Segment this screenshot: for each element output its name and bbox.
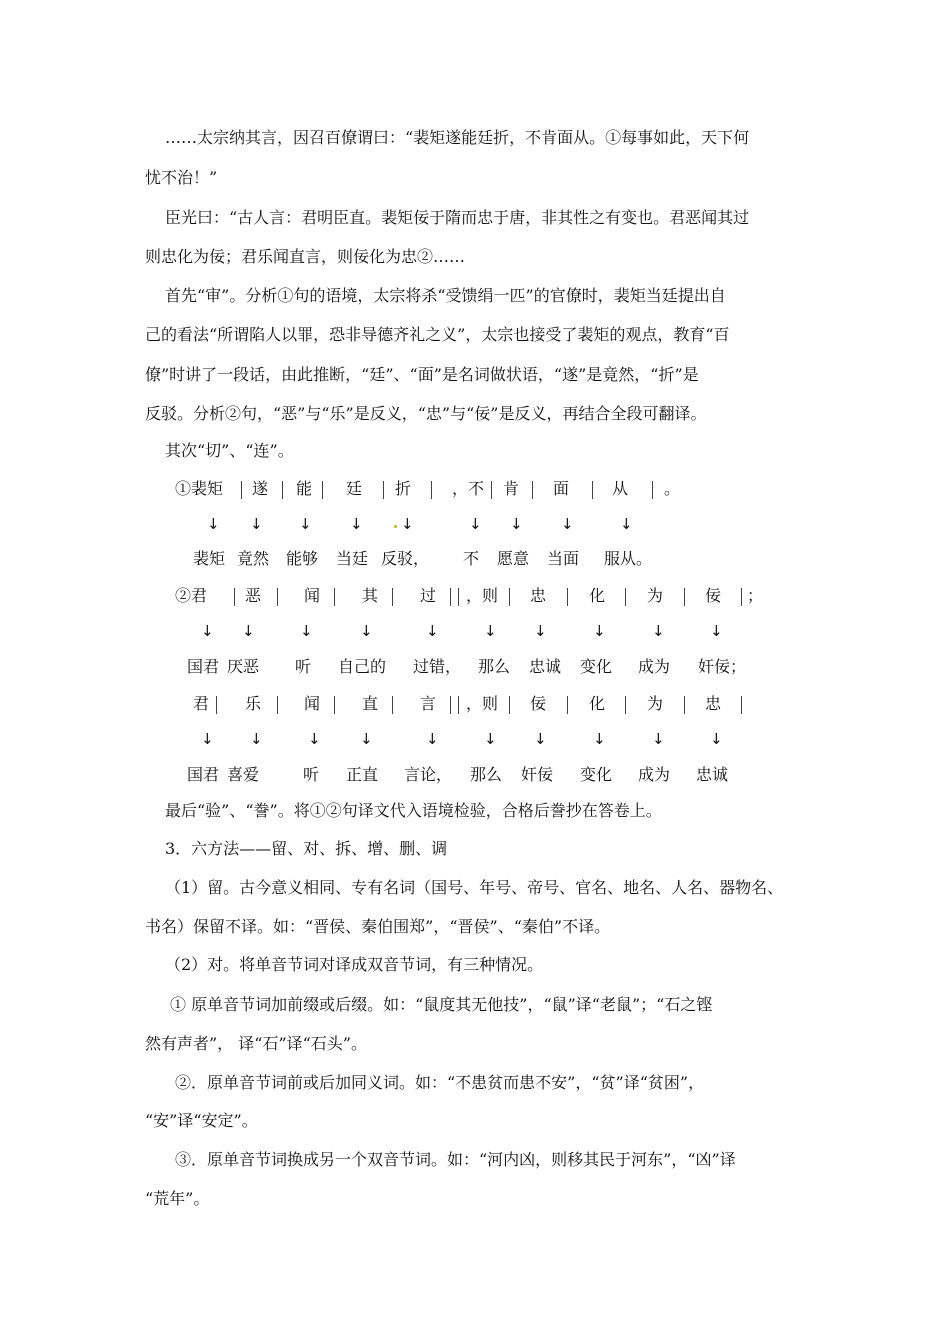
paragraph-line: 书名）保留不译。如：“晋侯、秦伯围郑”，“晋侯”、“秦伯”不译。 — [145, 917, 611, 936]
divider-bar — [277, 588, 278, 606]
paragraph-line: 忧不治！” — [145, 168, 218, 187]
translation-word: 奸佞 — [521, 765, 554, 784]
down-arrow-icon: ↓ — [308, 730, 321, 748]
paragraph-line: （2）对。将单音节词对译成双音节词，有三种情况。 — [165, 955, 544, 974]
source-char: 。 — [664, 479, 681, 498]
down-arrow-icon: ↓ — [426, 622, 439, 640]
source-char: ②君 — [175, 586, 208, 605]
paragraph-line: 则忠化为佞；君乐闻直言，则佞化为忠②…… — [145, 247, 466, 266]
down-arrow-icon: ↓ — [250, 515, 263, 533]
translation-word: 裴矩 — [193, 549, 226, 568]
divider-bar — [322, 481, 323, 499]
down-arrow-icon: ↓ — [561, 515, 574, 533]
translation-word: 国君 — [187, 657, 220, 676]
source-char: 遂 — [252, 479, 269, 498]
down-arrow-icon: ↓ — [299, 515, 312, 533]
source-char: 廷 — [346, 479, 363, 498]
paragraph-line: 反驳。分析②句，“恶”与“乐”是反义，“忠”与“佞”是反义，再结合全段可翻译。 — [145, 404, 707, 423]
translation-word: 厌恶 — [227, 657, 260, 676]
down-arrow-icon: ↓ — [710, 622, 723, 640]
source-char: 化 — [589, 694, 606, 713]
translation-word: 正直 — [346, 765, 379, 784]
translation-word: 国君 — [187, 765, 220, 784]
divider-bar — [450, 588, 451, 606]
source-char: 为 — [647, 586, 664, 605]
divider-bar — [625, 696, 626, 714]
paragraph-line: ③．原单音节词换成另一个双音节词。如：“河内凶，则移其民于河东”，“凶”译 — [175, 1150, 736, 1169]
source-char: 面 — [553, 479, 570, 498]
divider-bar — [509, 696, 510, 714]
translation-word: 听 — [303, 765, 320, 784]
source-char: 闻 — [304, 694, 321, 713]
translation-word: 听 — [295, 657, 312, 676]
down-arrow-icon: ↓ — [469, 515, 482, 533]
divider-bar — [532, 481, 533, 499]
translation-word: 变化 — [580, 765, 613, 784]
divider-bar — [592, 481, 593, 499]
paragraph-line: （1）留。古今意义相同、专有名词（国号、年号、帝号、官名、地名、人名、器物名、 — [165, 878, 784, 897]
source-char: 忠 — [705, 694, 722, 713]
source-char: 折 — [395, 479, 412, 498]
source-char: 化 — [589, 586, 606, 605]
translation-word: 服从。 — [604, 549, 653, 568]
source-char: 乐 — [245, 694, 262, 713]
source-char: 君 — [193, 694, 210, 713]
divider-bar — [741, 696, 742, 714]
source-char: 恶 — [245, 586, 262, 605]
down-arrow-icon: ↓ — [593, 730, 606, 748]
down-arrow-icon: ↓ — [534, 730, 547, 748]
translation-word: 成为 — [638, 657, 671, 676]
translation-word: 言论， — [404, 765, 453, 784]
paragraph-line: ……太宗纳其言，因召百僚谓曰：“裴矩遂能廷折，不肯面从。①每事如此，天下何 — [165, 128, 750, 147]
divider-bar — [684, 588, 685, 606]
down-arrow-icon: ↓ — [201, 730, 214, 748]
down-arrow-icon: ↓ — [250, 730, 263, 748]
down-arrow-icon: ↓ — [207, 515, 220, 533]
translation-word: 自己的 — [338, 657, 387, 676]
divider-bar — [277, 696, 278, 714]
section-heading: 其次“切”、“连”。 — [165, 441, 294, 460]
paragraph-line: 己的看法“所谓陷人以罪，恐非导德齐礼之义”，太宗也接受了裴矩的观点，教育“百 — [145, 325, 730, 344]
down-arrow-icon: ↓ — [710, 730, 723, 748]
translation-word: 那么 — [478, 657, 511, 676]
divider-bar — [567, 588, 568, 606]
down-arrow-icon: ↓ — [360, 730, 373, 748]
down-arrow-icon: ↓ — [360, 622, 373, 640]
translation-word: 那么 — [470, 765, 503, 784]
down-arrow-icon: ↓ — [426, 730, 439, 748]
down-arrow-icon: ↓ — [201, 622, 214, 640]
divider-bar — [567, 696, 568, 714]
paragraph-line: 臣光曰：“古人言：君明臣直。裴矩佞于隋而忠于唐，非其性之有变也。君恶闻其过 — [165, 208, 750, 227]
source-char: 为 — [647, 694, 664, 713]
down-arrow-icon: ↓ — [484, 622, 497, 640]
source-char: 过 — [420, 586, 437, 605]
source-char: 其 — [362, 586, 379, 605]
paragraph-line: “荒年”。 — [145, 1189, 210, 1208]
translation-word: 能够 — [286, 549, 319, 568]
divider-bar — [234, 588, 235, 606]
translation-word: 过错， — [413, 657, 462, 676]
down-arrow-icon: ↓ — [652, 622, 665, 640]
source-char: 闻 — [304, 586, 321, 605]
source-char: 肯 — [503, 479, 520, 498]
source-char: 佞 — [705, 586, 722, 605]
down-arrow-icon: ↓ — [350, 515, 363, 533]
source-char: 言 — [420, 694, 437, 713]
translation-word: 喜爱 — [227, 765, 260, 784]
down-arrow-icon: ↓ — [300, 622, 313, 640]
divider-bar — [392, 588, 393, 606]
divider-bar — [334, 696, 335, 714]
divider-bar — [383, 481, 384, 499]
down-arrow-icon: ↓ — [593, 622, 606, 640]
translation-word: 反驳， — [381, 549, 430, 568]
source-char: 从 — [612, 479, 629, 498]
source-char: 直 — [362, 694, 379, 713]
highlight-dot — [394, 525, 397, 528]
translation-word: 成为 — [638, 765, 671, 784]
translation-word: 变化 — [580, 657, 613, 676]
source-char: ，则 — [466, 694, 499, 713]
paragraph-line: ②．原单音节词前或后加同义词。如：“不患贫而患不安”，“贫”译“贫困”， — [175, 1073, 705, 1092]
translation-word: 不 — [463, 549, 480, 568]
divider-bar — [241, 481, 242, 499]
source-char: 佞 — [530, 694, 547, 713]
translation-word: 奸佞； — [698, 657, 747, 676]
divider-bar — [625, 588, 626, 606]
divider-bar — [216, 696, 217, 714]
paragraph-line: 僚”时讲了一段话，由此推断，“廷”、“面”是名词做状语，“遂”是竟然，“折”是 — [145, 365, 699, 384]
translation-word: 当廷 — [336, 549, 369, 568]
paragraph-line: 然有声者”， 译“石”译“石头”。 — [145, 1034, 367, 1053]
divider-bar — [450, 696, 451, 714]
source-char: 忠 — [530, 586, 547, 605]
paragraph-line: 首先“审”。分析①句的语境，太宗将杀“受馈绢一匹”的官僚时，裴矩当廷提出自 — [165, 286, 726, 305]
source-char: 能 — [296, 479, 313, 498]
section-heading: 3．六方法——留、对、拆、增、删、调 — [165, 839, 448, 858]
translation-word: 愿意 — [497, 549, 530, 568]
paragraph-line: 最后“验”、“誊”。将①②句译文代入语境检验，合格后誊抄在答卷上。 — [165, 801, 662, 820]
translation-word: 忠诚 — [529, 657, 562, 676]
source-char: ； — [747, 586, 764, 605]
paragraph-line: ① 原单音节词加前缀或后缀。如：“鼠度其无他技”，“鼠”译“老鼠”；“石之铿 — [170, 995, 713, 1014]
divider-bar — [431, 481, 432, 499]
paragraph-line: “安”译“安定”。 — [145, 1111, 258, 1130]
down-arrow-icon: ↓ — [484, 730, 497, 748]
divider-bar — [509, 588, 510, 606]
source-char: ，则 — [466, 586, 499, 605]
divider-bar — [282, 481, 283, 499]
divider-bar — [458, 696, 459, 714]
divider-bar — [741, 588, 742, 606]
down-arrow-icon: ↓ — [510, 515, 523, 533]
translation-word: 竟然 — [237, 549, 270, 568]
divider-bar — [334, 588, 335, 606]
down-arrow-icon: ↓ — [401, 515, 414, 533]
down-arrow-icon: ↓ — [652, 730, 665, 748]
divider-bar — [392, 696, 393, 714]
divider-bar — [491, 481, 492, 499]
translation-word: 当面 — [547, 549, 580, 568]
source-char: ①裴矩 — [175, 479, 224, 498]
down-arrow-icon: ↓ — [534, 622, 547, 640]
down-arrow-icon: ↓ — [242, 622, 255, 640]
divider-bar — [458, 588, 459, 606]
down-arrow-icon: ↓ — [620, 515, 633, 533]
divider-bar — [684, 696, 685, 714]
divider-bar — [652, 481, 653, 499]
source-char: ，不 — [452, 479, 485, 498]
translation-word: 忠诚 — [696, 765, 729, 784]
